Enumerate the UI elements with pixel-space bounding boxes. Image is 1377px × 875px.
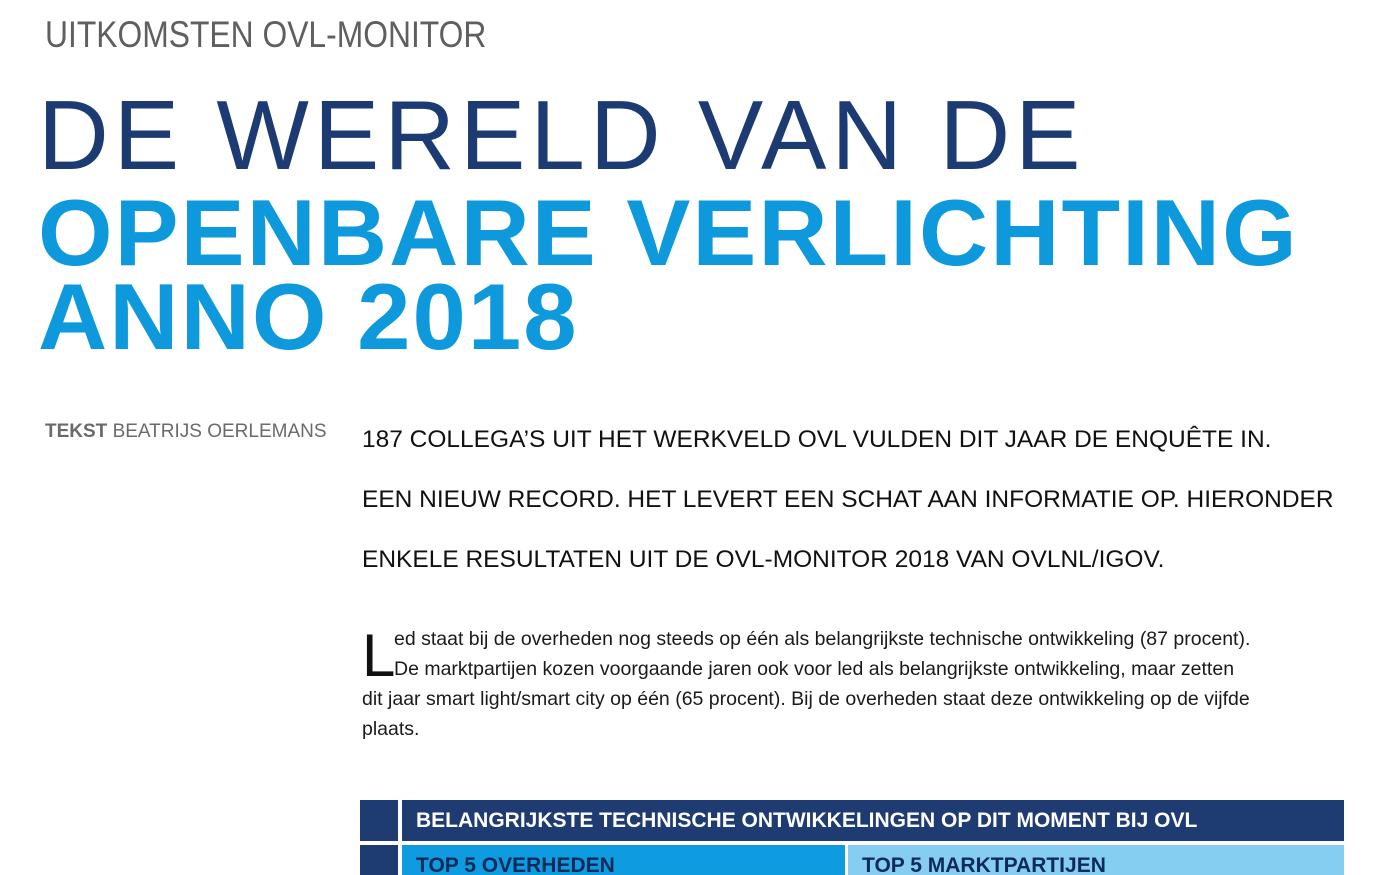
- body-line: ed staat bij de overheden nog steeds op één als belangrijkste technische ontwikkeling (87 procent).: [394, 628, 1251, 650]
- intro-line: ENKELE RESULTATEN UIT DE OVL-MONITOR 2018 VAN OVLNL/IGOV.: [362, 546, 1165, 573]
- body-line: De marktpartijen kozen voorgaande jaren ook voor led als belangrijkste ontwikkeling, maar zetten: [394, 658, 1235, 680]
- section-kicker: UITKOMSTEN OVL-MONITOR: [45, 14, 487, 55]
- body-line: dit jaar smart light/smart city op één (65 procent). Bij de overheden staat deze ontwikkeling op de vijfde: [362, 688, 1250, 710]
- title-line-1: DE WERELD VAN DE: [38, 80, 1086, 190]
- body-paragraph: [362, 624, 1352, 744]
- byline: [45, 421, 327, 443]
- intro-line: 187 COLLEGA’S UIT HET WERKVELD OVL VULDEN DIT JAAR DE ENQUÊTE IN.: [362, 426, 1272, 453]
- table-header: BELANGRIJKSTE TECHNISCHE ONTWIKKELINGEN OP DIT MOMENT BIJ OVL: [402, 800, 1344, 841]
- intro-line: EEN NIEUW RECORD. HET LEVERT EEN SCHAT AAN INFORMATIE OP. HIERONDER: [362, 486, 1334, 513]
- title-line-2: OPENBARE VERLICHTING: [38, 180, 1299, 285]
- byline-label: TEKST: [45, 421, 108, 442]
- title-line-3: ANNO 2018: [38, 264, 579, 369]
- byline-author: BEATRIJS OERLEMANS: [112, 421, 327, 442]
- table-side-block: [360, 845, 398, 875]
- intro-paragraph: [362, 410, 1352, 590]
- table-corner-block: [360, 800, 398, 841]
- drop-cap: L: [362, 622, 396, 689]
- body-line: plaats.: [362, 718, 420, 740]
- table-column-marktpartijen: TOP 5 MARKTPARTIJEN: [848, 845, 1344, 875]
- table-column-overheden: TOP 5 OVERHEDEN: [402, 845, 845, 875]
